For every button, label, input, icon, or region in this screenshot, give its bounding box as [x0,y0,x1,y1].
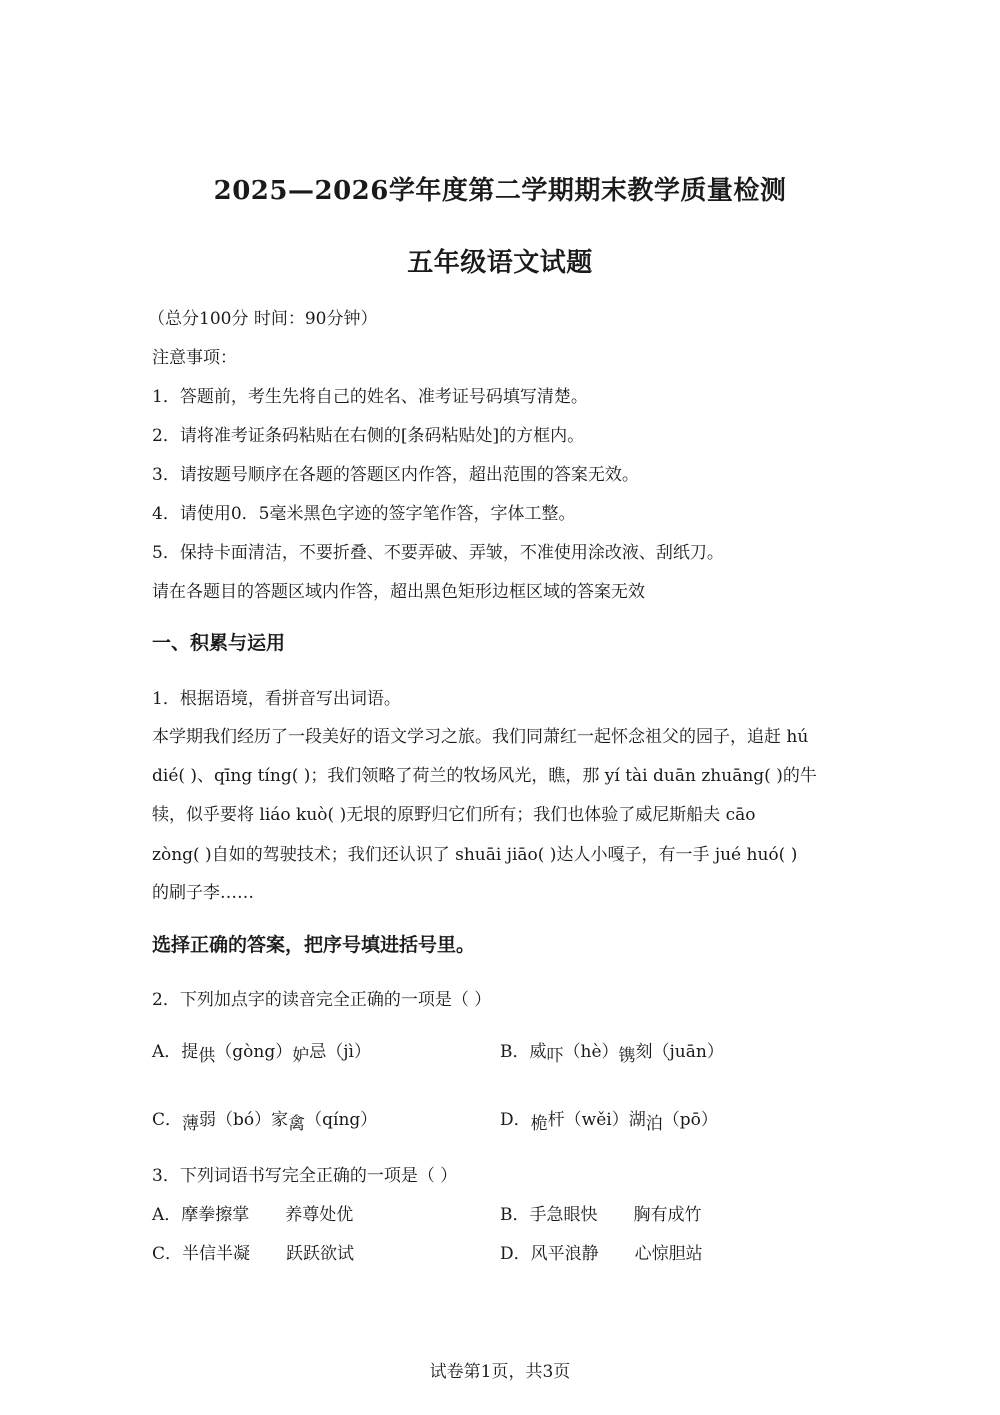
option-char: 忌 [309,1042,327,1062]
question-1-text: 犊，似乎要将 liáo kuò( )无垠的原野归它们所有；我们也体验了威尼斯船夫 cāo [152,805,756,825]
pinyin: （pō） [662,1110,718,1130]
option-word: 养尊处优 [285,1205,354,1225]
notice-item: 4．请使用0．5毫米黑色字迹的签字笔作答，字体工整。 [152,504,576,524]
question-3-option-a [152,1200,353,1225]
dotted-char: 镌 [618,1046,636,1066]
question-1-prompt: 1．根据语境，看拼音写出词语。 [152,689,401,709]
pinyin: （qíng） [305,1110,378,1130]
option-char: 湖 [628,1110,646,1130]
question-2-option-c [152,1105,378,1134]
question-3-option-c [152,1239,354,1264]
question-1-text: dié( )、qīng tíng( )；我们领略了荷兰的牧场风光，瞧，那 yí tài duān zhuāng( )的牛 [152,766,817,786]
pinyin: （juān） [652,1042,724,1062]
question-2-option-b [500,1037,724,1066]
option-char: 家 [271,1110,289,1130]
dotted-char: 桅 [530,1114,548,1134]
question-2-prompt: 2．下列加点字的读音完全正确的一项是（ ） [152,990,492,1010]
question-3-option-d [500,1239,703,1264]
option-char: 杆 [547,1110,565,1130]
option-word: 胸有成竹 [633,1205,702,1225]
dotted-char: 禽 [288,1114,306,1134]
option-char: 刻 [635,1042,653,1062]
notice-heading: 注意事项： [152,348,237,368]
question-3-option-b [500,1200,702,1225]
notice-item: 5．保持卡面清洁，不要折叠、不要弄破、弄皱，不准使用涂改液、刮纸刀。 [152,543,724,563]
pinyin: （wěi） [564,1110,629,1130]
question-3-prompt: 3．下列词语书写完全正确的一项是（ ） [152,1166,458,1186]
question-1-text: zòng( )自如的驾驶技术；我们还认识了 shuāi jiāo( )达人小嘎子，有一手 jué huó( ) [152,845,798,865]
section-heading: 选择正确的答案，把序号填进括号里。 [152,934,476,956]
notice-item: 2．请将准考证条码粘贴在右侧的[条码粘贴处]的方框内。 [152,426,585,446]
question-2-option-d [500,1105,718,1134]
dotted-char: 泊 [645,1114,663,1134]
option-word: C．半信半凝 [152,1244,251,1264]
score-time: （总分100分 时间：90分钟） [148,309,378,329]
option-word: D．风平浪静 [500,1244,599,1264]
page-footer: 试卷第1页，共3页 [429,1362,571,1382]
notice-item: 3．请按题号顺序在各题的答题区内作答，超出范围的答案无效。 [152,465,639,485]
option-label: C． [152,1110,183,1130]
option-label: A． [152,1042,182,1062]
pinyin: （hè） [563,1042,619,1062]
option-word: 跃跃欲试 [286,1244,355,1264]
notice-final: 请在各题目的答题区域内作答，超出黑色矩形边框区域的答案无效 [152,582,645,602]
question-2-option-a [152,1037,371,1066]
dotted-char: 吓 [546,1046,564,1066]
option-char: 威 [529,1042,547,1062]
pinyin: （jì） [326,1042,371,1062]
option-label: D． [500,1110,531,1130]
question-1-text: 本学期我们经历了一段美好的语文学习之旅。我们同萧红一起怀念祖父的园子，追赶 hú [152,727,809,747]
option-label: B． [500,1042,530,1062]
dotted-char: 供 [198,1046,216,1066]
dotted-char: 妒 [292,1046,310,1066]
section-heading: 一、积累与运用 [152,632,286,654]
dotted-char: 薄 [182,1114,200,1134]
pinyin: （gòng） [215,1042,293,1062]
exam-subtitle: 五年级语文试题 [407,248,593,278]
option-word: B．手急眼快 [500,1205,598,1225]
exam-title: 2025—2026学年度第二学期期末教学质量检测 [213,176,787,206]
pinyin: （bó） [216,1110,272,1130]
option-word: A．摩拳擦掌 [152,1205,250,1225]
option-word: 心惊胆站 [634,1244,703,1264]
notice-item: 1．答题前，考生先将自己的姓名、准考证号码填写清楚。 [152,387,588,407]
option-char: 弱 [199,1110,217,1130]
option-char: 提 [181,1042,199,1062]
question-1-text: 的刷子李…… [152,883,254,903]
